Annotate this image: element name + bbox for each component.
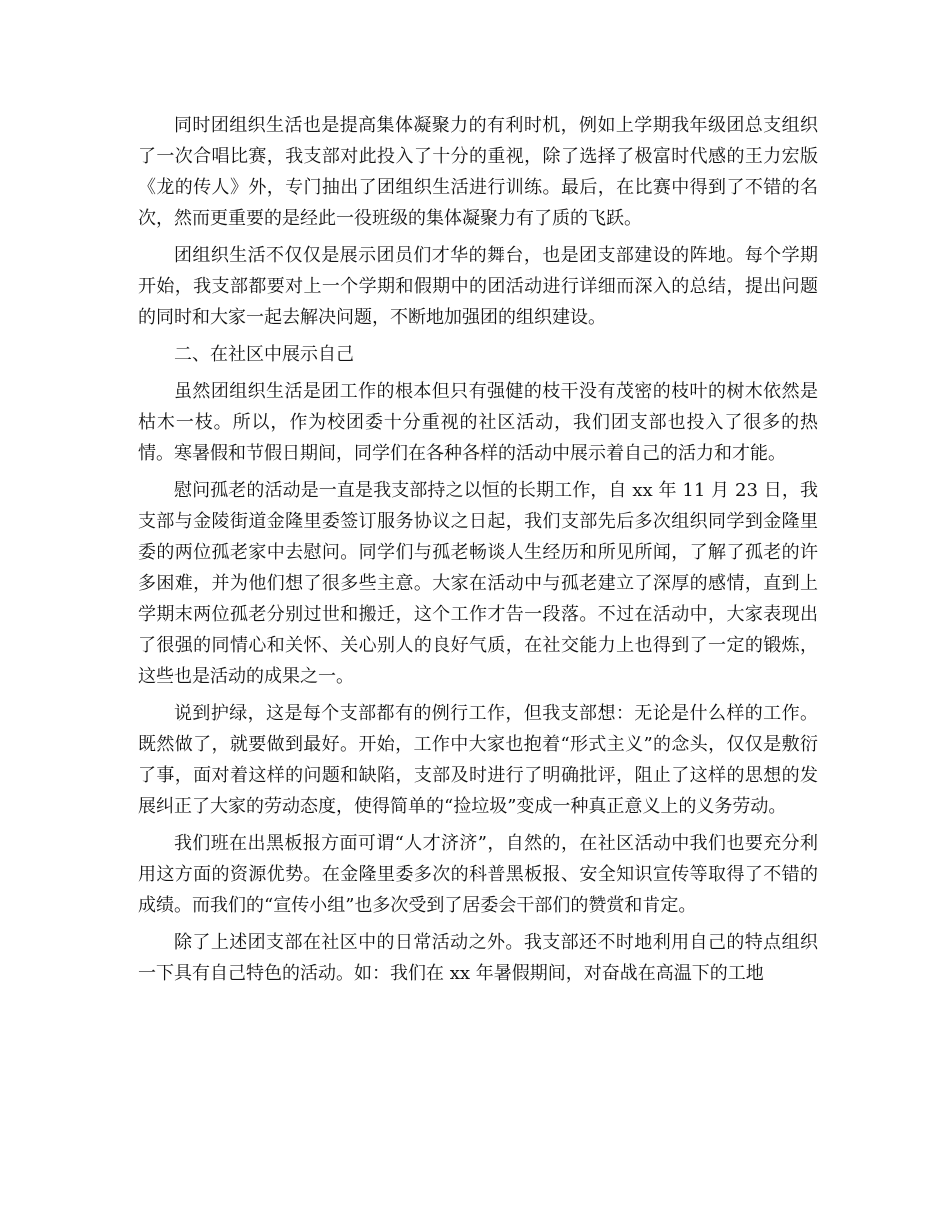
section-heading: 二、在社区中展示自己 (174, 344, 354, 365)
paragraph: 除了上述团支部在社区中的日常活动之外。我支部还不时地利用自己的特点组织一下具有自己特色的活动。如：我们在 xx 年暑假期间，对奋战在高温下的工地 (138, 932, 818, 984)
paragraph: 说到护绿，这是每个支部都有的例行工作，但我支部想：无论是什么样的工作。既然做了，就要做到最好。开始，工作中大家也抱着“形式主义”的念头，仅仅是敷衍了事，面对着这样的问题和缺陷，支部及时进行了明确批评，阻止了这样的思想的发展纠正了大家的劳动态度，使得简单的“捡垃圾”变成一种真正意义上的义务劳动。 (138, 703, 818, 817)
paragraph: 慰问孤老的活动是一直是我支部持之以恒的长期工作，自 xx 年 11 月 23 日，我支部与金陵街道金隆里委签订服务协议之日起，我们支部先后多次组织同学到金隆里委的两位孤老家中去慰问。同学们与孤老畅谈人生经历和所见所闻，了解了孤老的许多困难，并为他们想了很多些主意。大家在活动中与孤老建立了深厚的感情，直到上学期末两位孤老分别过世和搬迁，这个工作才告一段落。不过在活动中，大家表现出了很强的同情心和关怀、关心别人的良好气质，在社交能力上也得到了一定的锻炼，这些也是活动的成果之一。 (138, 480, 818, 687)
paragraph: 虽然团组织生活是团工作的根本但只有强健的枝干没有茂密的枝叶的树木依然是枯木一枝。所以，作为校团委十分重视的社区活动，我们团支部也投入了很多的热情。寒暑假和节假日期间，同学们在各种各样的活动中展示着自己的活力和才能。 (138, 381, 818, 464)
paragraph: 同时团组织生活也是提高集体凝聚力的有利时机，例如上学期我年级团总支组织了一次合唱比赛，我支部对此投入了十分的重视，除了选择了极富时代感的王力宏版《龙的传人》外，专门抽出了团组织生活进行训练。最后，在比赛中得到了不错的名次，然而更重要的是经此一役班级的集体凝聚力有了质的飞跃。 (138, 115, 818, 229)
paragraph: 我们班在出黑板报方面可谓“人才济济”，自然的，在社区活动中我们也要充分利用这方面的资源优势。在金隆里委多次的科普黑板报、安全知识宣传等取得了不错的成绩。而我们的“宣传小组”也多次受到了居委会干部们的赞赏和肯定。 (138, 833, 818, 916)
paragraph: 团组织生活不仅仅是展示团员们才华的舞台，也是团支部建设的阵地。每个学期开始，我支部都要对上一个学期和假期中的团活动进行详细而深入的总结，提出问题的同时和大家一起去解决问题，不断地加强团的组织建设。 (138, 245, 818, 328)
document-body (138, 110, 818, 989)
